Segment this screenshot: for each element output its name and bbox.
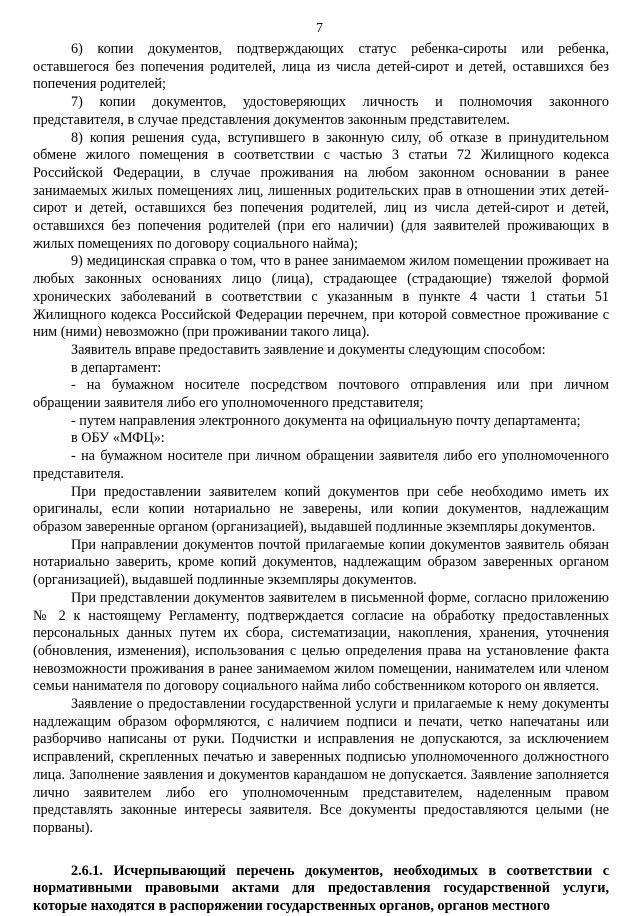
paragraph-mfc-paper: - на бумажном носителе при личном обращении заявителя либо его уполномоченного представителя.: [33, 448, 609, 482]
paragraph-item-8: 8) копия решения суда, вступившего в законную силу, об отказе в принудительном обмене жилого помещения в соответствии с частью 3 статьи 72 Жилищного кодекса Российской Федерации, в случае проживания на любом законном основании в ранее занимаемых жилых помещениях лиц, лишенных родительских прав в отношении этих детей-сирот и детей, оставшихся без попечения родителей, лиц из числа детей-сирот и детей, оставшихся без попечения родителей (при его наличии) (для заявителей проживающих в жилых помещениях по договору социального найма);: [33, 129, 609, 252]
paragraph-item-9: 9) медицинская справка о том, что в ранее занимаемом жилом помещении проживает на любых законных основаниях лицо (лица), страдающее (страдающие) тяжелой формой хронических заболеваний в соответствии с указанным в пункте 4 части 1 статьи 51 Жилищного кодекса Российской Федерации перечнем, при которой совместное проживание с ним (ними) невозможно (при проживании такого лица).: [33, 253, 609, 341]
paragraph-submission-methods: Заявитель вправе предоставить заявление и документы следующим способом:: [71, 341, 546, 358]
paragraph-department-email: - путем направления электронного документа на официальную почту департамента;: [71, 412, 581, 429]
paragraph-postal-copies: При направлении документов почтой прилагаемые копии документов заявитель обязан нотариально заверить, кроме копий документов, надлежащим образом заверенных органом (организацией), выдавшей подлинные экземпляры документов.: [33, 536, 609, 589]
page-number: 7: [316, 21, 323, 36]
paragraph-copies-originals: При предоставлении заявителем копий документов при себе необходимо иметь их оригиналы, если копии нотариально не заверены, или копии документов, надлежащим образом заверенные органом (организацией), выдавшей подлинные экземпляры документов.: [33, 483, 609, 535]
paragraph-department-label: в департамент:: [71, 359, 162, 376]
paragraph-item-7: 7) копии документов, удостоверяющих личность и полномочия законного представителя, в случае представления документов законным представителем.: [33, 94, 609, 128]
paragraph-department-paper: - на бумажном носителе посредством почтового отправления или при личном обращении заявителя либо его уполномоченного представителя;: [33, 377, 609, 412]
document-body: [33, 41, 609, 916]
paragraph-personal-data-consent: При представлении документов заявителем в письменной форме, согласно приложению № 2 к настоящему Регламенту, подтверждается согласие на обработку предоставленных персональных данных путем их сбора, систематизации, накопления, хранения, уточнения (обновления, изменения), использования с целью определения права на установление факта невозможности проживания в ранее занимаемом жилом помещении, нанимателем или членом семьи нанимателя по договору социального найма либо собственником которого он является.: [33, 589, 609, 695]
section-heading-2-6-1: 2.6.1. Исчерпывающий перечень документов, необходимых в соответствии с нормативными правовыми актами для предоставления государственной услуги, которые находятся в распоряжении государственных органов, органов местного: [33, 862, 609, 915]
paragraph-item-6: 6) копии документов, подтверждающих статус ребенка-сироты или ребенка, оставшегося без попечения родителей, лица из числа детей-сирот и детей, оставшихся без попечения родителей;: [33, 41, 609, 93]
paragraph-application-requirements: Заявление о предоставлении государственной услуги и прилагаемые к нему документы надлежащим образом оформляются, с наличием подписи и печати, четко напечатаны или разборчиво написаны от руки. Подчистки и исправления не допускаются, за исключением исправлений, скрепленных печатью и заверенных подписью уполномоченного должностного лица. Заполнение заявления и документов карандашом не допускается. Заявление заполняется лично заявителем либо его уполномоченным представителем, наделенным правом представлять законные интересы заявителя. Все документы предоставляются целыми (не порваны).: [33, 696, 609, 836]
paragraph-mfc-label: в ОБУ «МФЦ»:: [71, 430, 165, 447]
